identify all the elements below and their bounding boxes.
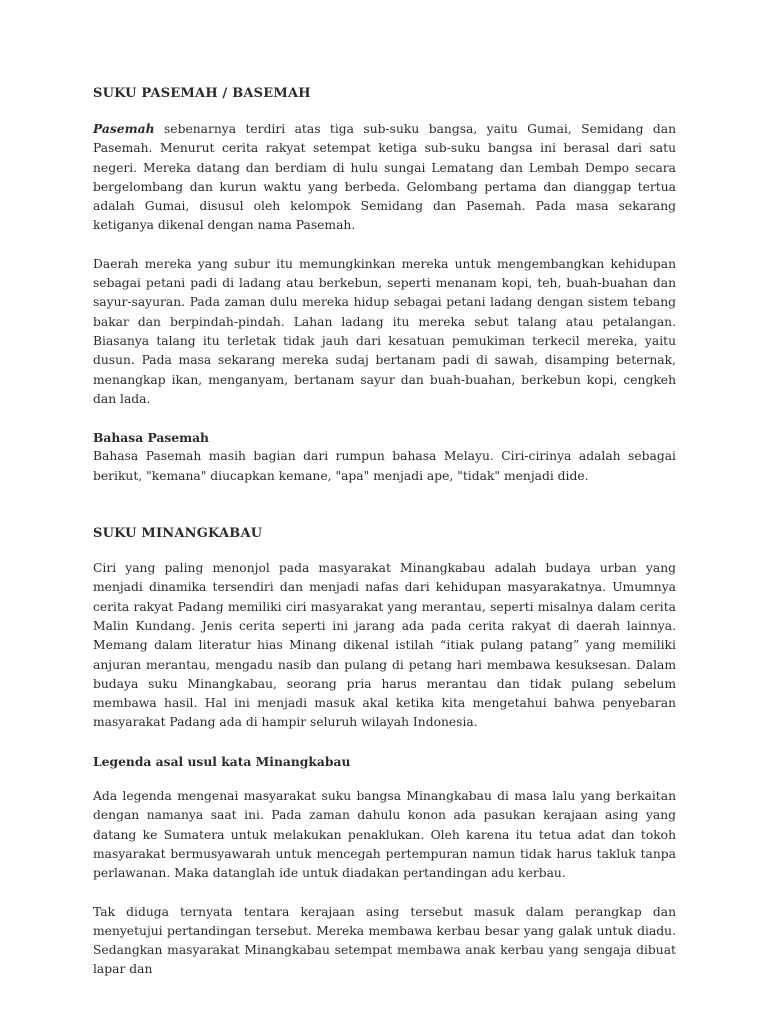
paragraph-bahasa-pasemah: Bahasa Pasemah masih bagian dari rumpun bahasa Melayu. Ciri-cirinya adalah sebagai berikut, "kemana" diucapkan kemane, "apa" menjadi ape, "tidak" menjadi dide. bbox=[93, 449, 676, 483]
subheading-legenda: Legenda asal usul kata Minangkabau bbox=[93, 753, 351, 769]
section-title-pasemah: SUKU PASEMAH / BASEMAH bbox=[93, 86, 311, 101]
paragraph-pasemah-intro-text: sebenarnya terdiri atas tiga sub-suku bangsa, yaitu Gumai, Semidang dan Pasemah. Menurut cerita rakyat setempat ketiga sub-suku bangsa ini berasal dari satu negeri. Mereka datang dan berdiam di hulu sungai Lematang dan Lembah Dempo secara bergelombang dan kurun waktu yang berbeda. Gelombang pertama dan dianggap tertua adalah Gumai, disusul oleh kelompok Semidang dan Pasemah. Pada masa sekarang ketiganya dikenal dengan nama Pasemah. bbox=[93, 122, 676, 233]
paragraph-adu-kerbau: Tak diduga ternyata tentara kerajaan asing tersebut masuk dalam perangkap dan menyetujui pertandingan tersebut. Mereka membawa kerbau besar yang galak untuk diadu. Sedangkan masyarakat Minangkabau setempat membawa anak kerbau yang sengaja dibuat lapar dan bbox=[93, 904, 676, 977]
paragraph-legenda: Ada legenda mengenai masyarakat suku bangsa Minangkabau di masa lalu yang berkaitan dengan namanya saat ini. Pada zaman dahulu konon ada pasukan kerajaan asing yang datang ke Sumatera untuk melakukan penaklukan. Oleh karena itu tetua adat dan tokoh masyarakat bermusyawarah untuk mencegah pertempuran namun tidak harus takluk tanpa perlawanan. Maka datanglah ide untuk diadakan pertandingan adu kerbau. bbox=[93, 789, 676, 881]
paragraph-pasemah-intro bbox=[93, 119, 676, 236]
document-page bbox=[93, 84, 676, 980]
section-title-minangkabau: SUKU MINANGKABAU bbox=[93, 526, 263, 542]
term-pasemah: Pasemah bbox=[93, 121, 155, 136]
paragraph-pasemah-livelihood: Daerah mereka yang subur itu memungkinkan mereka untuk mengembangkan kehidupan sebagai petani padi di ladang atau berkebun, seperti menanam kopi, teh, buah-buahan dan sayur-sayuran. Pada zaman dulu mereka hidup sebagai petani ladang dengan sistem tebang bakar dan berpindah-pindah. Lahan ladang itu mereka sebut talang atau petalangan. Biasanya talang itu terletak tidak jauh dari kesatuan pemukiman terkecil mereka, yaitu dusun. Pada masa sekarang mereka sudaj bertanam padi di sawah, disamping beternak, menangkap ikan, menganyam, bertanam sayur dan buah-buahan, berkebun kopi, cengkeh dan lada. bbox=[93, 256, 676, 406]
paragraph-minangkabau-culture: Ciri yang paling menonjol pada masyarakat Minangkabau adalah budaya urban yang menjadi dinamika tersendiri dan menjadi nafas dari kehidupan masyarakatnya. Umumnya cerita rakyat Padang memiliki ciri masyarakat yang merantau, seperti misalnya dalam cerita Malin Kundang. Jenis cerita seperti ini jarang ada pada cerita rakyat di daerah lainnya. Memang dalam literatur hias Minang dikenal istilah “itiak pulang patang” yang memiliki anjuran merantau, mengadu nasib dan pulang di petang hari membawa kesuksesan. Dalam budaya suku Minangkabau, seorang pria harus merantau dan tidak pulang sebelum membawa hasil. Hal ini menjadi masuk akal ketika kita mengetahui bahwa penyebaran masyarakat Padang ada di hampir seluruh wilayah Indonesia. bbox=[93, 561, 676, 730]
subheading-bahasa-pasemah: Bahasa Pasemah bbox=[93, 430, 209, 446]
